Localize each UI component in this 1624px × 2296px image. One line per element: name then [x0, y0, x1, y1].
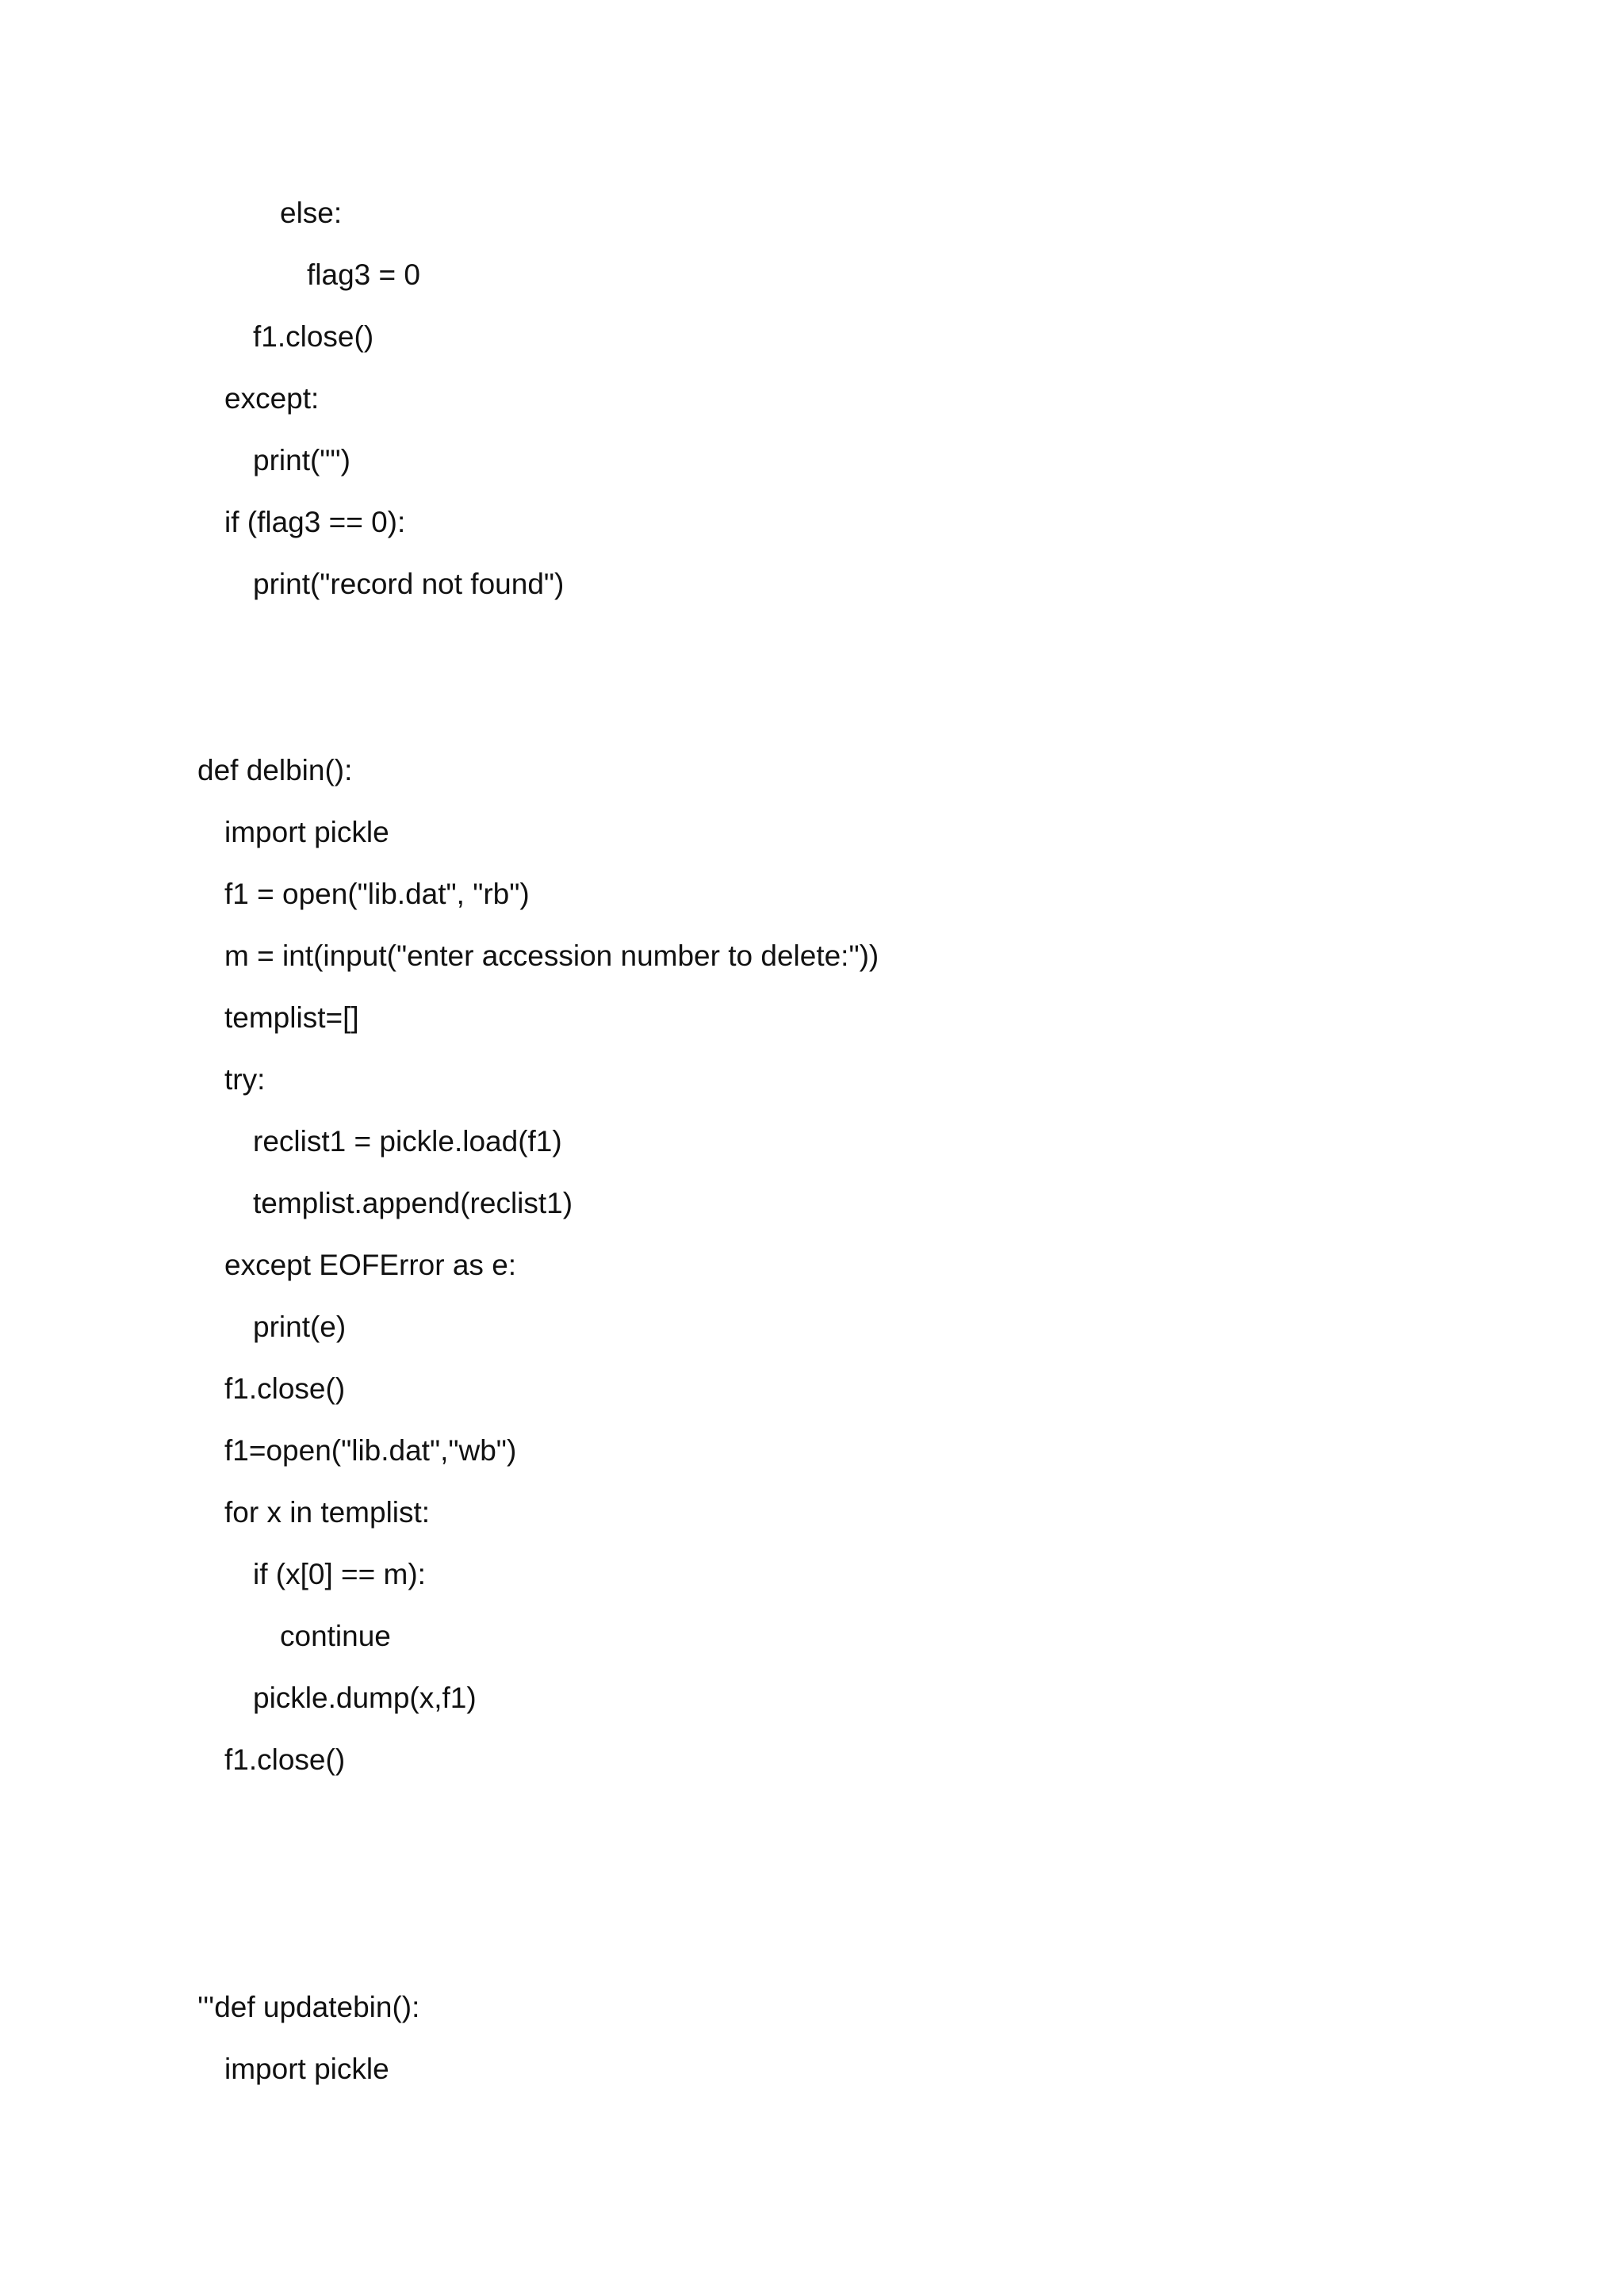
code-line: pickle.dump(x,f1) [253, 1682, 477, 1714]
code-line: templist.append(reclist1) [253, 1187, 573, 1219]
code-line: continue [280, 1620, 391, 1652]
code-line: templist=[] [224, 1001, 359, 1034]
code-line: else: [280, 197, 343, 229]
code-line: except: [224, 382, 320, 415]
code-line: try: [224, 1063, 266, 1096]
code-line: except EOFError as e: [224, 1249, 517, 1281]
code-line: import pickle [224, 816, 389, 848]
code-line: m = int(input("enter accession number to delete:")) [224, 939, 879, 972]
code-line: print("") [253, 444, 350, 476]
code-line: f1 = open("lib.dat", "rb") [224, 878, 530, 910]
code-line: import pickle [224, 2053, 389, 2085]
code-line: f1.close() [224, 1372, 346, 1405]
code-line: def delbin(): [197, 754, 353, 786]
code-line: for x in templist: [224, 1496, 431, 1529]
code-line: if (flag3 == 0): [224, 506, 406, 538]
code-line: flag3 = 0 [307, 258, 420, 291]
code-line: f1=open("lib.dat","wb") [224, 1434, 517, 1467]
code-line: reclist1 = pickle.load(f1) [253, 1125, 562, 1158]
code-line: if (x[0] == m): [253, 1558, 426, 1590]
code-line: print("record not found") [253, 568, 565, 600]
code-line: print(e) [253, 1311, 347, 1343]
code-line: f1.close() [253, 320, 374, 353]
code-line: '''def updatebin(): [197, 1991, 420, 2023]
code-line: f1.close() [224, 1743, 346, 1776]
